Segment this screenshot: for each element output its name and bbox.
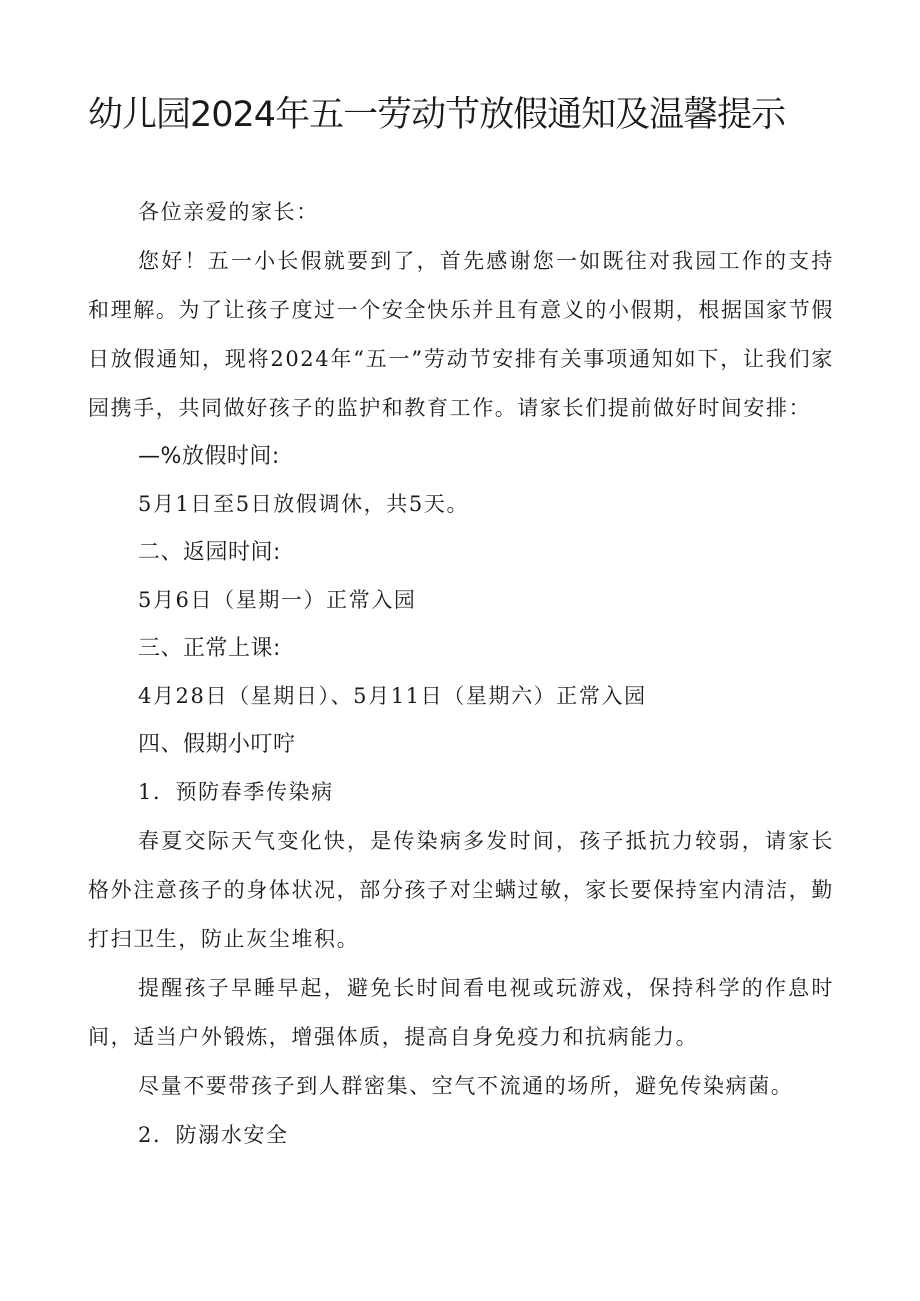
section-heading-holiday-tips: 四、假期小叮咛 [138,732,296,757]
section-heading-regular-class: 三、正常上课: [138,636,281,661]
tip-title-disease-prevention: 1．预防春季传染病 [138,780,334,804]
tip-title-drowning-safety: 2．防溺水安全 [138,1123,289,1147]
salutation: 各位亲爱的家长： [138,200,319,224]
section-text-return-time: 5月6日（星期一）正常入园 [138,588,417,612]
section-text-holiday-time: 5月1日至5日放假调休，共5天。 [138,492,470,516]
intro-paragraph: 您好！五一小长假就要到了，首先感谢您一如既往对我园工作的支持和理解。为了让孩子度过一个安全快乐并且有意义的小假期，根据国家节假日放假通知，现将2024年“五一”劳动节安排有关事项通知如下，让我们家园携手，共同做好孩子的监护和教育工作。请家长们提前做好时间安排： [88,249,834,420]
tip-paragraph: 提醒孩子早睡早起，避免长时间看电视或玩游戏，保持科学的作息时间，适当户外锻炼，增强体质，提高自身免疫力和抗病能力。 [88,976,834,1049]
document-body [88,188,834,1160]
section-heading-holiday-time: —%放假时间: [138,444,280,469]
section-text-regular-class: 4月28日（星期日）、5月11日（星期六）正常入园 [138,684,647,708]
document-title: 幼儿园2024年五一劳动节放假通知及温馨提示 [88,95,786,135]
section-heading-return-time: 二、返园时间: [138,540,281,565]
tip-paragraph: 春夏交际天气变化快，是传染病多发时间，孩子抵抗力较弱，请家长格外注意孩子的身体状况，部分孩子对尘螨过敏，家长要保持室内清洁，勤打扫卫生，防止灰尘堆积。 [88,829,834,951]
tip-paragraph: 尽量不要带孩子到人群密集、空气不流通的场所，避免传染病菌。 [138,1074,794,1098]
